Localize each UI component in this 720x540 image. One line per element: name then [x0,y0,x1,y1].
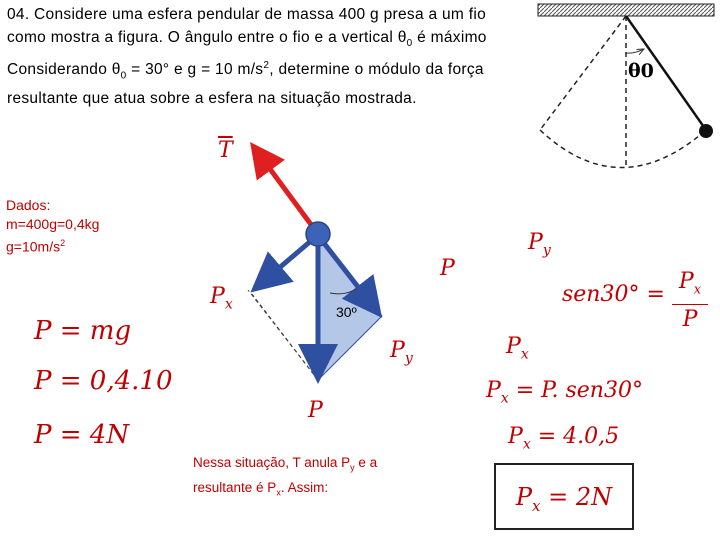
sphere [306,222,330,246]
sine-numerator: $P_x$ [672,268,708,305]
problem-line-3: Considerando $\theta_0 = 30^\circ$ e g = 10 $m/s^2$, determine o módulo da força [7,60,484,82]
label-tension-text: $\overline{T}$ [218,138,233,163]
label-p-diagram: P [308,398,323,423]
problem-line-1: 04. Considere uma esfera pendular de massa 400 g presa a um fio [7,6,487,23]
theta0-label: θ0 [628,60,654,82]
label-px-right: $P_x$ [506,334,529,363]
label-tension [218,138,233,163]
conclusion-text [193,453,423,502]
given-title: Dados: [6,197,51,213]
label-py-right: $P_y$ [528,230,551,259]
label-angle-30: 30º [336,304,357,320]
tension-vector [256,150,318,234]
sine-fraction [672,268,708,335]
weight-eq-1: P = mg [34,316,132,346]
px-eq-2: $P_x = 4.0,5$ [508,424,620,453]
sine-denominator: P [682,307,698,333]
weight-eq-2: P = 0,4.10 [34,366,173,396]
conclusion-line-2: resultante é $P_x$. Assim: [193,479,329,498]
problem-line-2: como mostra a figura. O ângulo entre o fio e a vertical $\theta_0$ é máximo [7,28,487,49]
answer-box [494,463,634,530]
conclusion-line-1: Nessa situação, T anula $P_y$ e a [193,455,378,473]
label-py-diagram: $P_y$ [390,338,413,367]
given-gravity: $g=10m/s^2$ [6,238,66,255]
px-vector [258,240,312,286]
label-px-diagram: $P_x$ [210,284,233,313]
answer-text: $P_x = 2N$ [515,483,613,515]
weight-eq-3: P = 4N [34,420,130,450]
problem-line-4: resultante que atua sobre a esfera na situação mostrada. [7,89,417,107]
given-mass: m=400g=0,4kg [6,216,100,232]
sine-relation: sen30° = [562,282,665,307]
dashed-line-lower [252,294,318,380]
label-p-right: P [440,256,455,281]
px-eq-1: $P_x = P$. sen30° [486,378,643,407]
